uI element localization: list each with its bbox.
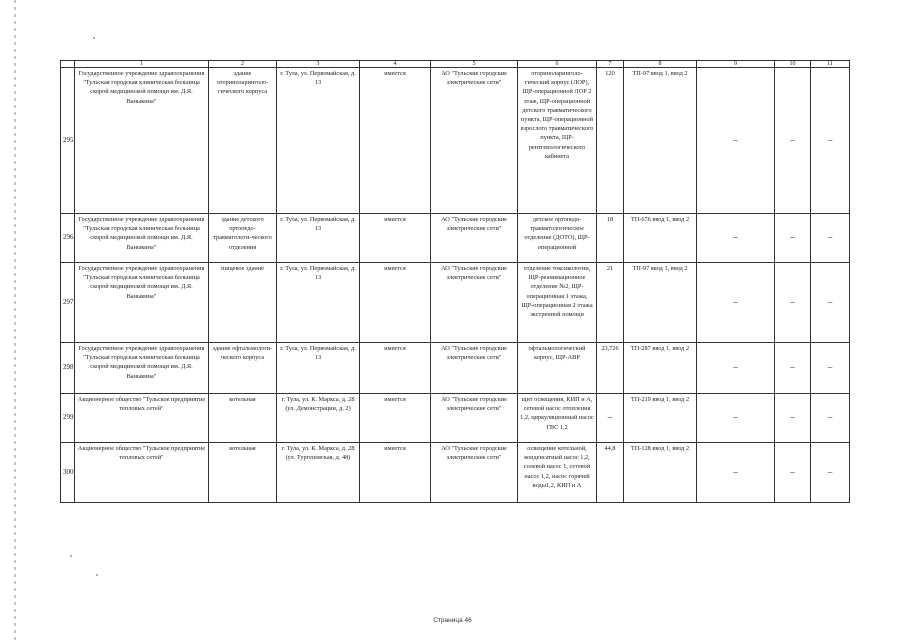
consumers-cell: оториноларинголо-гический корпус (ЛОР), ЩР-операционной ЛОР 2 этаж, ЩР-операционной детского травматического пункта, ЩР-операционной взрослого травматического пункта, ЩР-рентгенологического кабинета bbox=[518, 68, 597, 214]
supplier-cell: АО "Тульские городские электрические сети" bbox=[431, 343, 518, 394]
header-cell: 11 bbox=[811, 61, 850, 68]
column-numbers-row bbox=[61, 61, 850, 68]
table-row bbox=[61, 263, 850, 343]
substation-cell: ТП-97 ввод 1, ввод 2 bbox=[624, 68, 697, 214]
row-number: 299 bbox=[61, 394, 75, 443]
row-number: 297 bbox=[61, 263, 75, 343]
consumers-cell: освещение котельной, конденсатный насос 1,2, солевой насос 1, сетевой насос 1,2, насос горячей воды1,2, КИП и А bbox=[518, 443, 597, 503]
substation-cell: ТП-97 ввод 1, ввод 2 bbox=[624, 263, 697, 343]
supplier-cell: АО "Тульские городские электрические сети" bbox=[431, 443, 518, 503]
table-row bbox=[61, 68, 850, 214]
col10-cell: – bbox=[775, 214, 811, 263]
power-cell: 23,726 bbox=[597, 343, 624, 394]
substation-cell: ТП-128 ввод 1, ввод 2 bbox=[624, 443, 697, 503]
header-cell: 7 bbox=[597, 61, 624, 68]
col9-cell: – bbox=[697, 394, 775, 443]
col10-cell: – bbox=[775, 68, 811, 214]
col11-cell: – bbox=[811, 394, 850, 443]
supplier-cell: АО "Тульские городские электрические сети" bbox=[431, 214, 518, 263]
building-cell: здание оториноларинголо-гического корпуса bbox=[209, 68, 277, 214]
address-cell: г. Тула, ул. Первомайская, д. 13 bbox=[277, 343, 360, 394]
header-cell: 6 bbox=[518, 61, 597, 68]
col9-cell: – bbox=[697, 214, 775, 263]
table-row bbox=[61, 394, 850, 443]
building-cell: здание детского ортопедо-травматологи-ческого отделения bbox=[209, 214, 277, 263]
col10-cell: – bbox=[775, 263, 811, 343]
building-cell: здание офтальмологи-ческого корпуса bbox=[209, 343, 277, 394]
address-cell: г. Тула, ул. Первомайская, д. 13 bbox=[277, 68, 360, 214]
organization-cell: Государственное учреждение здравоохранения "Тульская городская клиническая больница скорой медицинской помощи им. Д.Я. Ваныкина" bbox=[75, 263, 209, 343]
col10-cell: – bbox=[775, 443, 811, 503]
status-cell: имеется bbox=[360, 343, 431, 394]
address-cell: г. Тула, ул. К. Маркса, д. 28 (ул. Демонстрации, д. 2) bbox=[277, 394, 360, 443]
supplier-cell: АО "Тульские городские электрические сети" bbox=[431, 68, 518, 214]
organization-cell: Акционерное общество "Тульское предприятие тепловых сетей" bbox=[75, 394, 209, 443]
power-cell: 44,8 bbox=[597, 443, 624, 503]
consumers-cell: офтальмологический корпус, ЩР-АВР bbox=[518, 343, 597, 394]
header-cell: 8 bbox=[624, 61, 697, 68]
row-number: 295 bbox=[61, 68, 75, 214]
col9-cell: – bbox=[697, 263, 775, 343]
scan-speck bbox=[96, 574, 98, 576]
binding-margin-dots bbox=[14, 0, 16, 640]
status-cell: имеется bbox=[360, 68, 431, 214]
substation-cell: ТП-219 ввод 1, ввод 2 bbox=[624, 394, 697, 443]
consumers-cell: отделение токсикологии, ЩР-реанимационное отделение №2, ЩР-операционная 1 этажа, ЩР-операционная 2 этажа экстренной помощи bbox=[518, 263, 597, 343]
building-cell: котельная bbox=[209, 443, 277, 503]
address-cell: г. Тула, ул. К. Маркса, д. 28 (ул. Тургеневская, д. 48) bbox=[277, 443, 360, 503]
building-cell: пищевое здание bbox=[209, 263, 277, 343]
substation-cell: ТП-287 ввод 1, ввод 2 bbox=[624, 343, 697, 394]
organization-cell: Государственное учреждение здравоохранения "Тульская городская клиническая больница скорой медицинской помощи им. Д.Я. Ваныкина" bbox=[75, 343, 209, 394]
status-cell: имеется bbox=[360, 214, 431, 263]
organization-cell: Государственное учреждение здравоохранения "Тульская городская клиническая больница скорой медицинской помощи им. Д.Я. Ваныкина" bbox=[75, 214, 209, 263]
building-cell: котельная bbox=[209, 394, 277, 443]
scan-speck bbox=[93, 37, 95, 39]
row-number: 296 bbox=[61, 214, 75, 263]
table-row bbox=[61, 443, 850, 503]
header-cell: 5 bbox=[431, 61, 518, 68]
col10-cell: – bbox=[775, 343, 811, 394]
scan-speck bbox=[70, 555, 72, 557]
power-cell: – bbox=[597, 394, 624, 443]
consumers-cell: детское ортопедо-травматологическое отделение (ДОТО), ЩР-операционной bbox=[518, 214, 597, 263]
col11-cell: – bbox=[811, 263, 850, 343]
status-cell: имеется bbox=[360, 263, 431, 343]
col11-cell: – bbox=[811, 68, 850, 214]
col9-cell: – bbox=[697, 343, 775, 394]
header-cell: 3 bbox=[277, 61, 360, 68]
power-cell: 18 bbox=[597, 214, 624, 263]
header-cell: 10 bbox=[775, 61, 811, 68]
col9-cell: – bbox=[697, 68, 775, 214]
row-number: 300 bbox=[61, 443, 75, 503]
page-footer: Страница 46 bbox=[433, 617, 472, 624]
header-cell-blank bbox=[61, 61, 75, 68]
col11-cell: – bbox=[811, 443, 850, 503]
power-cell: 21 bbox=[597, 263, 624, 343]
header-cell: 2 bbox=[209, 61, 277, 68]
status-cell: имеется bbox=[360, 394, 431, 443]
header-cell: 4 bbox=[360, 61, 431, 68]
power-cell: 120 bbox=[597, 68, 624, 214]
header-cell: 9 bbox=[697, 61, 775, 68]
supplier-cell: АО "Тульские городские электрические сети" bbox=[431, 263, 518, 343]
col9-cell: – bbox=[697, 443, 775, 503]
header-cell: 1 bbox=[75, 61, 209, 68]
col10-cell: – bbox=[775, 394, 811, 443]
supplier-cell: АО "Тульские городские электрические сети" bbox=[431, 394, 518, 443]
substation-cell: ТП-676 ввод 1, ввод 2 bbox=[624, 214, 697, 263]
status-cell: имеется bbox=[360, 443, 431, 503]
col11-cell: – bbox=[811, 214, 850, 263]
organization-cell: Акционерное общество "Тульское предприятие тепловых сетей" bbox=[75, 443, 209, 503]
address-cell: г. Тула, ул. Первомайская, д. 13 bbox=[277, 214, 360, 263]
organization-cell: Государственное учреждение здравоохранения "Тульская городская клиническая больница скорой медицинской помощи им. Д.Я. Ваныкина" bbox=[75, 68, 209, 214]
registry-table bbox=[60, 60, 850, 503]
consumers-cell: щит освещения, КИП и А, сетевой насос отопления 1,2, циркуляционный насос ГВС 1,2 bbox=[518, 394, 597, 443]
table-row bbox=[61, 214, 850, 263]
address-cell: г. Тула, ул. Первомайская, д. 13 bbox=[277, 263, 360, 343]
row-number: 298 bbox=[61, 343, 75, 394]
col11-cell: – bbox=[811, 343, 850, 394]
table-row bbox=[61, 343, 850, 394]
